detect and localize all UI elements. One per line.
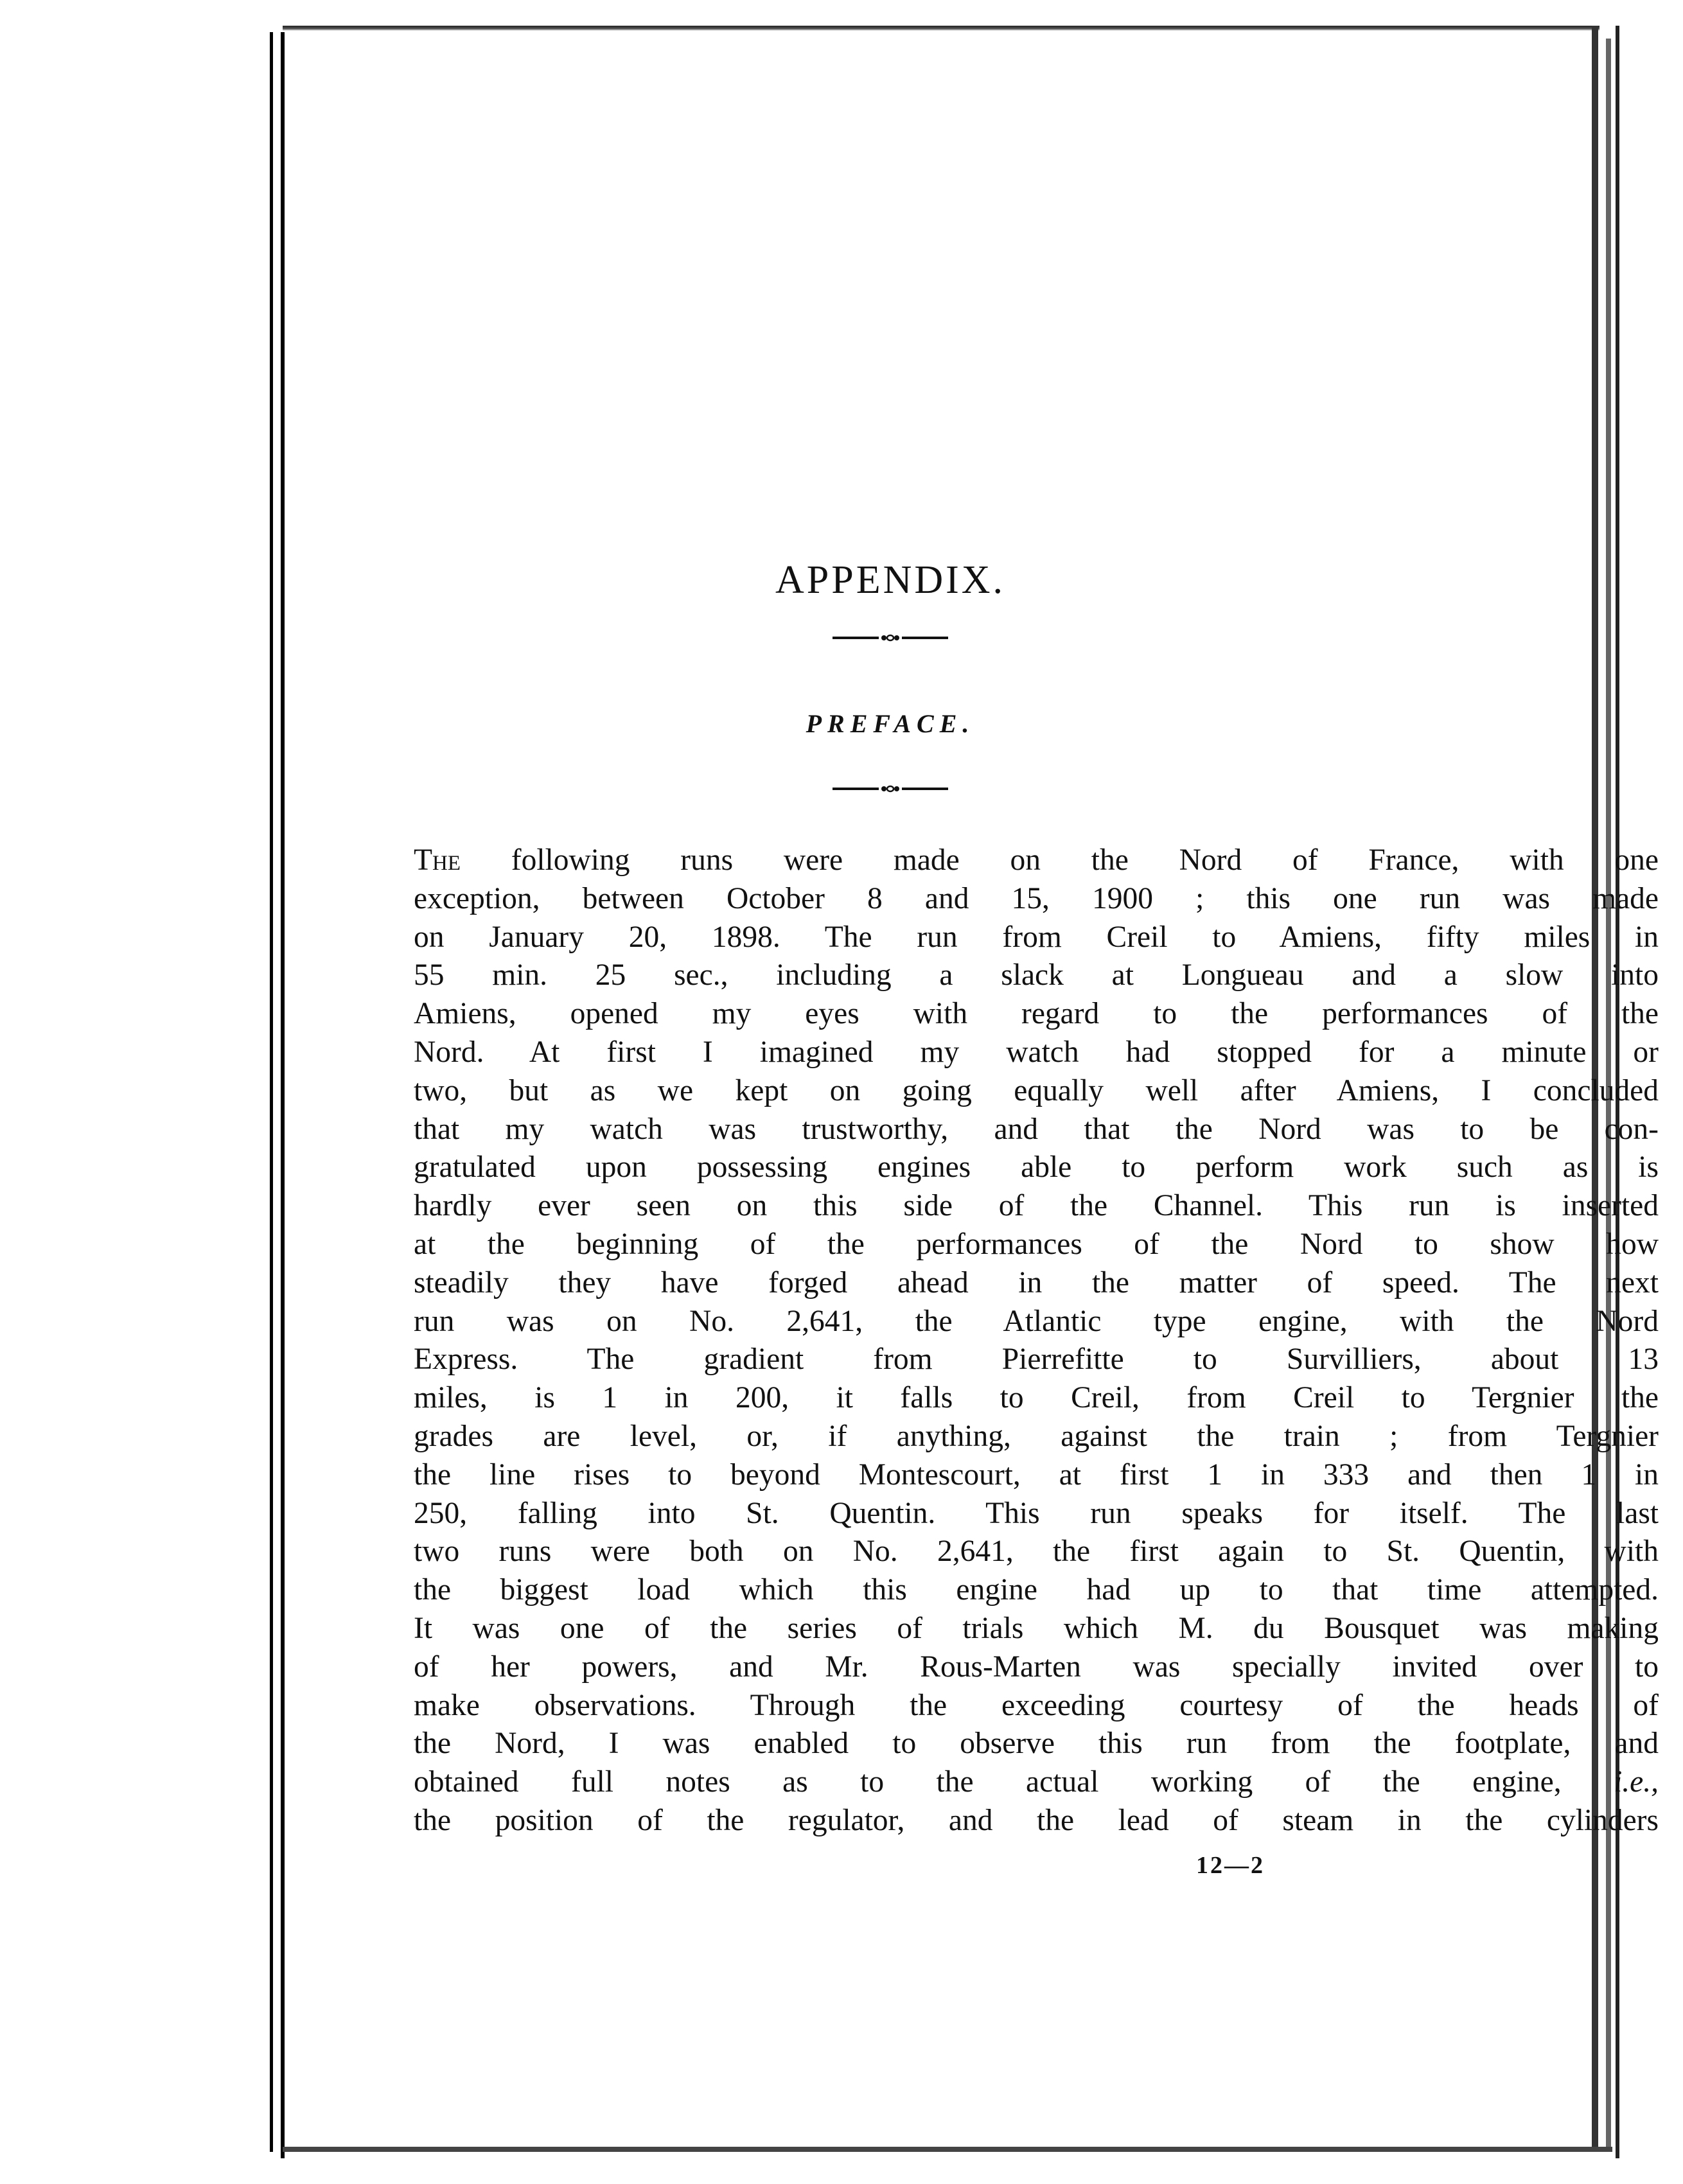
text-line-content: obtained full notes as to the actual working of the engine, [414,1765,1614,1799]
text-line: It was one of the series of trials which M. du Bousquet was making [414,1611,1659,1645]
text-line: hardly ever seen on this side of the Channel. This run is inserted [414,1189,1659,1223]
text-line [414,1763,1659,1802]
ornament-rule-icon [833,782,948,795]
text-line: the Nord, I was enabled to observe this run from the footplate, and [414,1727,1659,1761]
binding-line [270,32,273,2152]
text-line: the line rises to beyond Montescourt, at first 1 in 333 and then 1 in [414,1457,1659,1492]
text-line: that my watch was trustworthy, and that the Nord was to be con- [414,1112,1659,1146]
lead-word: The [414,843,461,877]
ornament-rule-icon [833,631,948,644]
book-page [286,31,1659,2147]
text-line: run was on No. 2,641, the Atlantic type engine, with the Nord [414,1304,1659,1338]
text-line: gratulated upon possessing engines able to perform work such as is [414,1150,1659,1184]
text-line: miles, is 1 in 200, it falls to Creil, from Creil to Tergnier the [414,1381,1659,1415]
signature-mark: 12—2 [1196,1852,1265,1879]
preface-heading: PREFACE. [806,709,975,738]
text-line: make observations. Through the exceeding courtesy of the heads of [414,1688,1659,1722]
binding-line [281,32,285,2158]
text-line: of her powers, and Mr. Rous-Marten was specially invited over to [414,1650,1659,1684]
text-line: the biggest load which this engine had up to that time attempted. [414,1573,1659,1607]
facing-page-edge [0,0,269,2184]
text-line-content: following runs were made on the Nord of France, with one [461,843,1659,877]
text-line: two, but as we kept on going equally well after Amiens, I concluded [414,1073,1659,1107]
text-line [414,841,1659,880]
text-line: Express. The gradient from Pierrefitte to Survilliers, about 13 [414,1343,1659,1377]
preface-paragraph [414,841,1659,1840]
text-line: exception, between October 8 and 15, 1900 ; this one run was made [414,881,1659,915]
text-line: at the beginning of the performances of the Nord to show how [414,1227,1659,1261]
text-line: grades are level, or, if anything, against the train ; from Tergnier [414,1419,1659,1453]
italic-abbreviation: i.e., [1614,1765,1659,1799]
text-line: the position of the regulator, and the lead of steam in the cylinders [414,1803,1659,1837]
text-line: on January 20, 1898. The run from Creil to Amiens, fifty miles in [414,920,1659,954]
page-top-edge [283,26,1599,31]
appendix-heading: APPENDIX. [775,558,1006,602]
text-line: Amiens, opened my eyes with regard to the performances of the [414,997,1659,1031]
text-line: Nord. At first I imagined my watch had stopped for a minute or [414,1035,1659,1069]
text-line: steadily they have forged ahead in the matter of speed. The next [414,1265,1659,1299]
text-line: 55 min. 25 sec., including a slack at Longueau and a slow into [414,958,1659,992]
text-line: 250, falling into St. Quentin. This run speaks for itself. The last [414,1496,1659,1530]
page-bottom-edge [283,2147,1612,2152]
text-line: two runs were both on No. 2,641, the first again to St. Quentin, with [414,1535,1659,1569]
